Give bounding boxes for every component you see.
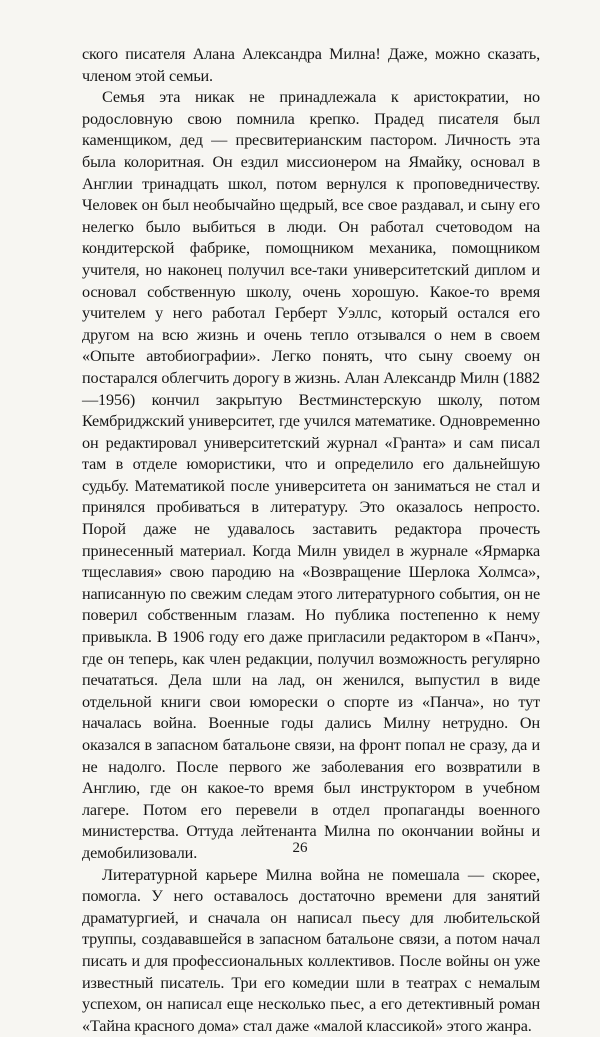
page-number: 26 <box>292 840 308 856</box>
body-text <box>82 44 540 1037</box>
paragraph-continuation: ского писателя Алана Александра Милна! Даже, можно сказать, членом этой семьи. <box>82 45 540 85</box>
paragraph-literary-career: Литературной карьере Милна война не помешала — скорее, помогла. У него оставалось достаточно времени для занятий драматургией, и сначала он написал пьесу для любительской труппы, создававшейся в запасном батальоне связи, а потом начал писать и для профессиональных коллективов. После войны он уже известный писатель. Три его комедии шли в театрах с немалым успехом, он написал еще несколько пьес, а его детективный роман «Тайна красного дома» стал даже «малой классикой» этого жанра. <box>82 865 540 1035</box>
paragraph-milne-family: Семья эта никак не принадлежала к аристократии, но родословную свою помнила крепко. Прадед писателя был каменщиком, дед — пресвитерианским пастором. Личность эта была колоритная. Он ездил миссионером на Ямайку, основал в Англии тринадцать школ, потом вернулся к проповедничеству. Человек он был необычайно щедрый, все свое раздавал, и сыну его нелегко было выбиться в люди. Он работал счетоводом на кондитерской фабрике, помощником механика, помощником учителя, но наконец получил все-таки университетский диплом и основал собственную школу, очень хорошую. Какое-то время учителем у него работал Герберт Уэллс, который остался его другом на всю жизнь и очень тепло отзывался о нем в своем «Опыте автобиографии». Легко понять, что сыну своему он постарался облегчить дорогу в жизнь. Алан Александр Милн (1882—1956) кончил закрытую Вестминстерскую школу, потом Кембриджский университет, где учился математике. Одновременно он редактировал университетский журнал «Гранта» и сам писал там в отделе юмористики, что и определило его дальнейшую судьбу. Математикой после университета он заниматься не стал и принялся пробиваться в литературу. Это оказалось непросто. Порой даже не удавалось заставить редактора прочесть принесенный материал. Когда Милн увидел в журнале «Ярмарка тщеславия» свою пародию на «Возвращение Шерлока Холмса», написанную по свежим следам этого литературного события, он не поверил собственным глазам. Но публика постепенно к нему привыкла. В 1906 году его даже пригласили редактором в «Панч», где он теперь, как член редакции, получил возможность регулярно печататься. Дела шли на лад, он женился, выпустил в виде отдельной книги свои юморески о спорте из «Панча», но тут началась война. Военные годы дались Милну нетрудно. Он оказался в запасном батальоне связи, на фронт попал не сразу, да и не надолго. После первого же заболевания его возвратили в Англию, где он какое-то время был инструктором в учебном лагере. Потом его перевели в отдел пропаганды военного министерства. Оттуда лейтенанта Милна по окончании войны и демобилизовали. <box>82 88 540 862</box>
